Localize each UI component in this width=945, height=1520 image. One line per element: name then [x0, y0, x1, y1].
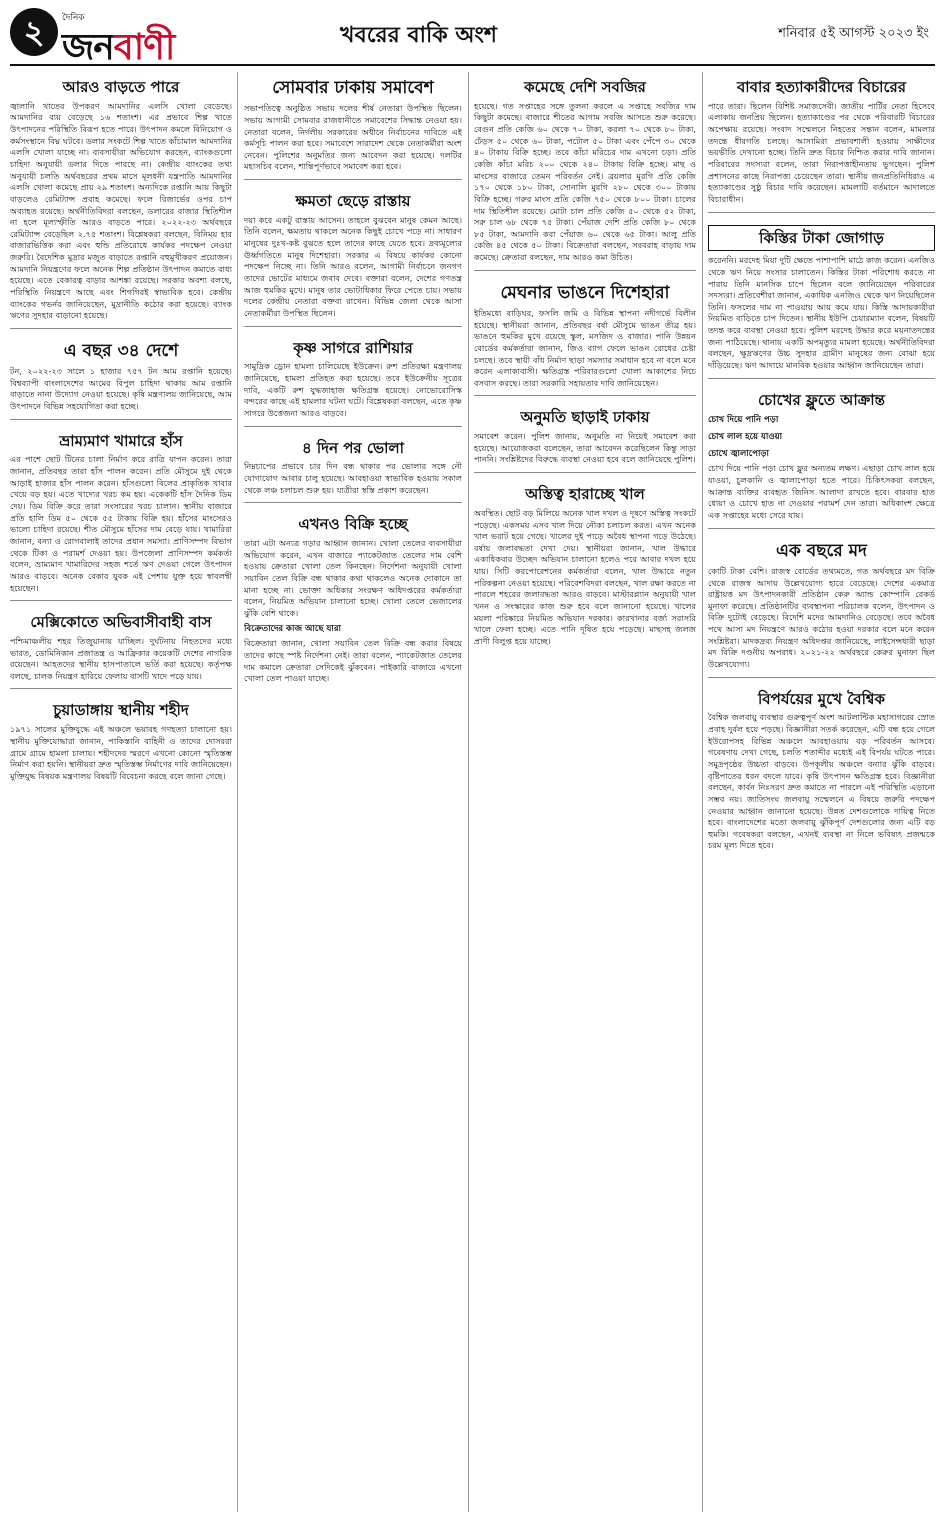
article-canal [474, 479, 696, 653]
article-one-year-liquor [708, 535, 935, 678]
logo-part-1: জন [62, 27, 114, 68]
column-2 [244, 72, 462, 1512]
subheading: চোখ লাল হয়ে যাওয়া [708, 432, 783, 443]
article-vegetables [474, 72, 696, 271]
column-3 [474, 72, 696, 1512]
newspaper-logo [62, 20, 174, 80]
headline: চোখের ফ্লুতে আক্রান্ত [758, 390, 885, 409]
headline: চুয়াডাঙ্গায় স্থানীয় শহীদ [53, 701, 189, 720]
article-body: চোখ দিয়ে পানি পড়া চোখ ফ্লুর অন্যতম লক্ষণ। এছাড়া চোখ লাল হয়ে যাওয়া, চুলকানি ও জ্বালাপোড়া হতে পারে। চিকিৎসকরা বলছেন, আক্রান্ত ব্যক্তির ব্যবহৃত জিনিস আলাদা রাখতে হবে। বারবার হাত ধোয়া ও চোখে হাত না দেওয়ার পরামর্শ দেন তারা। অধিকাংশ ক্ষেত্রে এক সপ্তাহের মধ্যে সেরে যায়। [708, 463, 935, 520]
article-eye-flu [708, 385, 935, 529]
article-body: পশ্চিমাঞ্চলীয় শহর তিজুয়ানায় যাচ্ছিল। দুর্ঘটনায় নিহতদের মধ্যে ভারত, ডোমিনিকান প্রজাতন্ত্র ও আফ্রিকার কয়েকটি দেশের নাগরিক রয়েছেন। আহতদের স্থানীয় হাসপাতালে ভর্তি করা হয়েছে। কর্তৃপক্ষ বলছে, চালক নিয়ন্ত্রণ হারিয়ে ফেলায় বাসটি খাদে পড়ে যায়। [10, 635, 232, 681]
page-number: ২ [10, 8, 58, 56]
article-body: সামুদ্রিক ড্রোন হামলা চালিয়েছে ইউক্রেন। রুশ প্রতিরক্ষা মন্ত্রণালয় জানিয়েছে, হামলা প্রতিহত করা হয়েছে। তবে ইউক্রেনীয় সূত্রের দাবি, একটি রুশ যুদ্ধজাহাজ ক্ষতিগ্রস্ত হয়েছে। নোভোরোসিস্ক বন্দরের কাছে এই হামলার ঘটনা ঘটে। বিশ্লেষকরা বলছেন, এতে কৃষ্ণ সাগরে উত্তেজনা আরও বাড়বে। [244, 361, 462, 418]
subheading: চোখ দিয়ে পানি পড়া [708, 415, 779, 426]
article-body: ১৯৭১ সালের মুক্তিযুদ্ধে এই অঞ্চলে ভয়াবহ গণহত্যা চালানো হয়। স্থানীয় মুক্তিযোদ্ধারা জানান, পাকিস্তানি বাহিনী ও তাদের দোসররা গ্রামে গ্রামে হামলা চালায়। শহীদদের স্মরণে এখনো কোনো স্মৃতিস্তম্ভ নির্মাণ করা হয়নি। স্থানীয়রা দ্রুত স্মৃতিস্তম্ভ নির্মাণের দাবি জানিয়েছেন। মুক্তিযুদ্ধ বিষয়ক মন্ত্রণালয় বিষয়টি বিবেচনা করছে বলে জানা গেছে। [10, 724, 232, 781]
article-father-killers [708, 72, 935, 213]
article-mexico-bus [10, 607, 232, 689]
daily-label: দৈনিক [62, 13, 85, 23]
article-body: তারা এটা অন্যত্র গড়ার আহ্বান জানান। খোলা তেলের ব্যবসায়ীরা অভিযোগ করেন, এখন বাজারে প্যাকেটজাত তেলের দাম বেশি হওয়ায় ক্রেতারা খোলা তেল কিনছেন। নির্দেশনা অনুযায়ী খোলা সয়াবিন তেল বিক্রি বন্ধ থাকার কথা থাকলেও অনেক দোকানে তা মানা হচ্ছে না। ভোক্তা অধিকার সংরক্ষণ অধিদপ্তরের কর্মকর্তারা বলেন, নিয়মিত অভিযান চালানো হচ্ছে। খোলা তেলে ভেজালের ঝুঁকি বেশি থাকে। [244, 537, 462, 618]
article-body: দয়া করে একটু রাস্তায় আসেন। তাহলে বুঝবেন মানুষ কেমন আছে। তিনি বলেন, ক্ষমতায় থাকলে অনেক কিছুই চোখে পড়ে না। সাধারণ মানুষের দুঃখ-কষ্ট বুঝতে হলে তাদের কাছে যেতে হবে। দ্রব্যমূল্যের ঊর্ধ্বগতিতে মানুষ দিশেহারা। সরকার এ বিষয়ে কার্যকর কোনো পদক্ষেপ নিচ্ছে না। তিনি আরও বলেন, আগামী নির্বাচনে জনগণ তাদের ভোটের মাধ্যমে জবাব দেবে। বক্তারা বলেন, দেশের গণতন্ত্র আজ হুমকির মুখে। মানুষ তার ভোটাধিকার ফিরে পেতে চায়। সভায় দলের কেন্দ্রীয় নেতারা বক্তব্য রাখেন। বিভিন্ন জেলা থেকে আসা নেতাকর্মীরা উপস্থিত ছিলেন। [244, 214, 462, 318]
article-dhaka-permission [474, 402, 696, 473]
masthead [10, 6, 935, 66]
article-body: সমাবেশ করেন। পুলিশ জানায়, অনুমতি না নিয়েই সমাবেশ করা হয়েছে। আয়োজকরা বলেছেন, তারা আবেদন করেছিলেন কিন্তু সাড়া পাননি। সংশ্লিষ্টদের বিরুদ্ধে ব্যবস্থা নেওয়া হবে বলে জানিয়েছে পুলিশ। [474, 431, 696, 465]
headline: আরও বাড়তে পারে [62, 78, 180, 96]
headline: এখনও বিক্রি হচ্ছে [298, 515, 408, 534]
logo-part-2: বাণী [113, 27, 175, 68]
headline: এ বছর ৩৪ দেশে [63, 340, 179, 361]
article-body: করেননি। মরদেহ মিয়া দুটি ক্ষেতে পাশাপাশি মাঠে কাজ করেন। এনজিও থেকে ঋণ নিয়ে সংসার চালাতেন। কিস্তির টাকা পরিশোধ করতে না পারায় তিনি মানসিক চাপে ছিলেন বলে জানিয়েছেন পরিবারের সদস্যরা। প্রতিবেশীরা জানান, একাধিক এনজিও থেকে ঋণ নিয়েছিলেন তিনি। ফসলের দাম না পাওয়ায় আয় কমে যায়। কিস্তি আদায়কারীরা নিয়মিত বাড়িতে চাপ দিতেন। স্থানীয় ইউপি চেয়ারম্যান বলেন, বিষয়টি তদন্ত করে ব্যবস্থা নেওয়া হবে। পুলিশ মরদেহ উদ্ধার করে ময়নাতদন্তের জন্য পাঠিয়েছে। থানায় একটি অপমৃত্যুর মামলা হয়েছে। অর্থনীতিবিদরা বলছেন, ক্ষুদ্রঋণের উচ্চ সুদহার গ্রামীণ মানুষের জন্য বোঝা হয়ে দাঁড়িয়েছে। ঋণ আদায়ে মানবিক হওয়ার আহ্বান জানিয়েছেন তারা। [708, 255, 935, 371]
headline: অস্তিত্ব হারাচ্ছে খাল [525, 485, 645, 504]
article-black-sea [244, 333, 462, 427]
headline: ভ্রাম্যমাণ খামারে হাঁস [59, 431, 183, 450]
publication-date: শনিবার ৫ই আগস্ট ২০২৩ ইং [778, 26, 929, 41]
subheading: বিক্রেতাদের কাজ আছে যারা [244, 624, 341, 635]
headline: বিপর্যয়ের মুখে বৈশ্বিক [758, 689, 885, 708]
article-still-sold [244, 509, 462, 691]
article-body: অবস্থিত। ছোট বড় মিলিয়ে অনেক খাল দখল ও দূষণে অস্তিত্ব সংকটে পড়েছে। একসময় এসব খাল দিয়ে নৌকা চলাচল করত। এখন অনেক খাল ভরাট হয়ে গেছে। খালের দুই পাড়ে অবৈধ স্থাপনা গড়ে উঠেছে। বর্ষায় জলাবদ্ধতা দেখা দেয়। স্থানীয়রা জানান, খাল উদ্ধারে একাধিকবার উচ্ছেদ অভিযান চালানো হলেও পরে আবার দখল হয়ে যায়। সিটি করপোরেশনের কর্মকর্তারা বলেন, খাল উদ্ধারে নতুন পরিকল্পনা নেওয়া হয়েছে। পরিবেশবিদরা বলছেন, খাল রক্ষা করতে না পারলে শহরের জলাবদ্ধতা আরও বাড়বে। মাস্টারপ্ল্যান অনুযায়ী খাল খনন ও সংস্কারের কাজ শুরু হবে বলে জানানো হয়েছে। খালের ময়লা পরিষ্কারে নিয়মিত অভিযান দরকার। কারখানার বর্জ্য সরাসরি খালে ফেলা হচ্ছে। এতে পানি দূষিত হয়ে পড়েছে। মাছসহ জলজ প্রাণী বিলুপ্ত হয়ে যাচ্ছে। [474, 507, 696, 646]
article-body: সভাপতিত্বে অনুষ্ঠিত সভায় দলের শীর্ষ নেতারা উপস্থিত ছিলেন। সভায় আগামী সোমবার রাজধানীতে সমাবেশের সিদ্ধান্ত নেওয়া হয়। নেতারা বলেন, নির্দলীয় সরকারের অধীনে নির্বাচনের দাবিতে এই কর্মসূচি পালন করা হবে। সমাবেশে সারাদেশ থেকে নেতাকর্মীরা অংশ নেবেন। পুলিশের অনুমতির জন্য আবেদন করা হয়েছে। দলটির মহাসচিব বলেন, শান্তিপূর্ণভাবে সমাবেশ করা হবে। [244, 103, 462, 172]
article-body: ইতিমধ্যে বাড়িঘর, ফসলি জমি ও বিভিন্ন স্থাপনা নদীগর্ভে বিলীন হয়েছে। স্থানীয়রা জানান, প্রতিবছর বর্ষা মৌসুমে ভাঙন তীব্র হয়। ভাঙনে হুমকির মুখে রয়েছে স্কুল, মসজিদ ও বাজার। পানি উন্নয়ন বোর্ডের কর্মকর্তারা জানান, জিও ব্যাগ ফেলে ভাঙন রোধের চেষ্টা চলছে। তবে স্থায়ী বাঁধ নির্মাণ ছাড়া সমস্যার সমাধান হবে না বলে মনে করেন এলাকাবাসী। ক্ষতিগ্রস্ত পরিবারগুলো খোলা আকাশের নিচে বসবাস করছে। তারা সরকারি সহায়তার দাবি জানিয়েছেন। [474, 307, 696, 388]
article-body: হয়েছে। গত সপ্তাহের সঙ্গে তুলনা করলে এ সপ্তাহে সবজির দাম কিছুটা কমেছে। বাজারে শীতের আগাম সবজি আসতে শুরু করেছে। বেগুন প্রতি কেজি ৬০ থেকে ৭০ টাকা, করলা ৭০ থেকে ৮০ টাকা, ঢেঁড়স ৫০ থেকে ৬০ টাকা, পটোল ৫০ টাকা এবং পেঁপে ৩০ থেকে ৪০ টাকায় বিক্রি হচ্ছে। তবে কাঁচা মরিচের দাম এখনো চড়া। প্রতি কেজি কাঁচা মরিচ ২০০ থেকে ২৪০ টাকায় বিক্রি হচ্ছে। মাছ ও মাংসের বাজারে তেমন পরিবর্তন নেই। ব্রয়লার মুরগি প্রতি কেজি ১৭০ থেকে ১৮০ টাকা, সোনালি মুরগি ২৮০ থেকে ৩০০ টাকায় বিক্রি হচ্ছে। গরুর মাংস প্রতি কেজি ৭৫০ থেকে ৮০০ টাকা। চালের দাম স্থিতিশীল রয়েছে। মোটা চাল প্রতি কেজি ৫০ থেকে ৫২ টাকা, সরু চাল ৬৮ থেকে ৭৫ টাকা। পেঁয়াজ দেশি প্রতি কেজি ৮০ থেকে ৮৫ টাকা, আমদানি করা পেঁয়াজ ৬০ থেকে ৬৫ টাকা। আলু প্রতি কেজি ৪৫ থেকে ৫০ টাকা। বিক্রেতারা বলছেন, সরবরাহ বাড়ায় দাম কমেছে। ক্রেতারা বলছেন, দাম আরও কমা উচিত। [474, 100, 696, 263]
article-installments [708, 219, 935, 379]
column-rule [702, 72, 703, 1512]
article-body: বৈশ্বিক জলবায়ু ব্যবস্থার গুরুত্বপূর্ণ অংশ আটলান্টিক মহাসাগরের স্রোত প্রবাহ দুর্বল হয়ে পড়ছে। বিজ্ঞানীরা সতর্ক করেছেন, এটি বন্ধ হয়ে গেলে ইউরোপসহ বিভিন্ন অঞ্চলে আবহাওয়ায় বড় পরিবর্তন আসবে। গবেষণায় দেখা গেছে, চলতি শতাব্দীর মধ্যেই এই বিপর্যয় ঘটতে পারে। সমুদ্রপৃষ্ঠের উচ্চতা বাড়বে। উপকূলীয় অঞ্চলে বন্যার ঝুঁকি বাড়বে। বৃষ্টিপাতের ধরন বদলে যাবে। কৃষি উৎপাদন ক্ষতিগ্রস্ত হবে। বিজ্ঞানীরা বলছেন, কার্বন নিঃসরণ দ্রুত কমাতে না পারলে এই পরিস্থিতি এড়ানো সম্ভব নয়। জাতিসংঘ জলবায়ু সম্মেলনে এ বিষয়ে জরুরি পদক্ষেপ নেওয়ার আহ্বান জানানো হয়েছে। উন্নত দেশগুলোকে দায়িত্ব নিতে হবে। বাংলাদেশের মতো জলবায়ু ঝুঁকিপূর্ণ দেশগুলোর জন্য এটি বড় হুমকি। গবেষকরা বলছেন, এখনই ব্যবস্থা না নিলে ভবিষ্যৎ প্রজন্মকে চরম মূল্য দিতে হবে। [708, 712, 935, 851]
headline: এক বছরে মদ [776, 540, 867, 561]
section-title: খবরের বাকি অংশ [340, 22, 497, 48]
headline: ৪ দিন পর ভোলা [301, 438, 405, 457]
headline: মেঘনার ভাঙনে দিশেহারা [500, 282, 670, 303]
article-body: এর পাশে ছোট টিনের চালা নির্মাণ করে রাত্রি যাপন করেন। তারা জানান, প্রতিবছর তারা হাঁস পালন করেন। প্রতি মৌসুমে দুই থেকে আড়াই হাজার হাঁস পালন করেন। হাঁসগুলো বিলের প্রাকৃতিক খাবার খেয়ে বড় হয়। এতে খাদ্যের খরচ কম হয়। একেকটি হাঁস দৈনিক ডিম দেয়। ডিম বিক্রি করে তারা সংসারের খরচ চালান। স্থানীয় বাজারে প্রতি হালি ডিম ৫০ থেকে ৫৫ টাকায় বিক্রি হয়। হাঁসের মাংসেরও ভালো চাহিদা রয়েছে। শীত মৌসুমে হাঁসের দাম বেড়ে যায়। খামারিরা জানান, বন্যা ও রোগবালাই তাদের প্রধান সমস্যা। প্রাণিসম্পদ বিভাগ থেকে টিকা ও পরামর্শ দেওয়া হয়। উপজেলা প্রাণিসম্পদ কর্মকর্তা বলেন, ভ্রাম্যমাণ খামারিদের সহজ শর্তে ঋণ দেওয়া গেলে উৎপাদন আরও বাড়বে। অনেক বেকার যুবক এই পেশায় যুক্ত হয়ে স্বাবলম্বী হয়েছেন। [10, 454, 232, 593]
article-body: টন, ২০২২-২৩ সালে ১ হাজার ৭৫৭ টন আম রপ্তানি হয়েছে। বিশ্বব্যাপী বাংলাদেশের আমের বিপুল চাহিদা থাকায় আম রপ্তানি বাড়াতে নানা উদ্যোগ নেওয়া হয়েছে। কৃষি মন্ত্রণালয় জানিয়েছে, আম উৎপাদনে বিভিন্ন সহযোগিতা করা হচ্ছে। [10, 366, 232, 412]
article-global-crisis [708, 684, 935, 858]
headline: বাবার হত্যাকারীদের বিচারের [736, 78, 907, 96]
article-leave-power [244, 186, 462, 327]
article-34-countries [10, 335, 232, 420]
column-rule [237, 72, 238, 1512]
headline: কৃষ্ণ সাগরে রাশিয়ার [293, 338, 413, 357]
article-body: পারে তারা। ছিলেন বিশিষ্ট সমাজসেবী। জাতীয় পার্টির নেতা হিসেবে এলাকায় জনপ্রিয় ছিলেন। হত্যাকাণ্ডের পর থেকে পরিবারটি বিচারের অপেক্ষায় রয়েছে। সংবাদ সম্মেলনে নিহতের সন্তান বলেন, মামলার তদন্তে ধীরগতি চলছে। আসামিরা প্রভাবশালী হওয়ায় সাক্ষীদের ভয়ভীতি দেখানো হচ্ছে। তিনি দ্রুত বিচার নিশ্চিত করার দাবি জানান। পরিবারের সদস্যরা বলেন, তারা নিরাপত্তাহীনতায় ভুগছেন। পুলিশ প্রশাসনের কাছে নিরাপত্তা চেয়েছেন তারা। স্থানীয় জনপ্রতিনিধিরাও এ হত্যাকাণ্ডের সুষ্ঠু বিচার দাবি করেছেন। মামলাটি বর্তমানে আদালতে বিচারাধীন। [708, 100, 935, 204]
headline: সোমবার ঢাকায় সমাবেশ [272, 78, 434, 98]
article-body: নিম্নচাপের প্রভাবে চার দিন বন্ধ থাকার পর ভোলার সঙ্গে নৌ যোগাযোগ আবার চালু হয়েছে। আবহাওয়া স্বাভাবিক হওয়ায় সকাল থেকে লঞ্চ চলাচল শুরু হয়। যাত্রীরা স্বস্তি প্রকাশ করেছেন। [244, 461, 462, 495]
headline: ক্ষমতা ছেড়ে রাস্তায় [295, 192, 411, 211]
column-rule [468, 72, 469, 1512]
article-duck-farm [10, 426, 232, 601]
headline: মেক্সিকোতে অভিবাসীবাহী বাস [30, 613, 212, 632]
headline: অনুমতি ছাড়াই ঢাকায় [520, 408, 650, 427]
article-bhola [244, 433, 462, 504]
column-4 [708, 72, 935, 1512]
subheading: চোখে জ্বালাপোড়া [708, 449, 769, 460]
article-body: জ্বালানি খাতের উপকরণ আমদানির এলসি খোলা বেড়েছে। আমদানির ব্যয় বেড়েছে ১৬ শতাংশ। এর প্রভাবে শিল্প খাতে উৎপাদনের পরিস্থিতি বিরূপ হতে পারে। উৎপাদন কমলে বিনিয়োগ ও কর্মসংস্থানে বিঘ্ন ঘটবে। ডলার সংকটে শিল্প খাতে কাঁচামাল আমদানির এলসি খোলা যাচ্ছে না। ব্যবসায়ীরা অভিযোগ করছেন, ব্যাংকগুলো চাহিদা অনুযায়ী ডলার দিতে পারছে না। কেন্দ্রীয় ব্যাংকের তথ্য অনুযায়ী চলতি অর্থবছরের প্রথম মাসে মূলধনী যন্ত্রপাতি আমদানির এলসি খোলা কমেছে প্রায় ২৯ শতাংশ। অন্যদিকে রপ্তানি আয় কিছুটা বাড়লেও রেমিট্যান্স প্রবাহ কমেছে। ফলে রিজার্ভের ওপর চাপ অব্যাহত রয়েছে। অর্থনীতিবিদরা বলছেন, ডলারের বাজার স্থিতিশীল না হলে মূল্যস্ফীতি আরও বাড়তে পারে। ২০২২-২৩ অর্থবছরে রেমিট্যান্স বেড়েছিল ২.৭৫ শতাংশ। বিশ্লেষকরা বলছেন, বিনিময় হার বাজারভিত্তিক করা এবং হুন্ডি প্রতিরোধে কার্যকর পদক্ষেপ নেওয়া জরুরি। বৈদেশিক মুদ্রার মজুত বাড়াতে রপ্তানি বহুমুখীকরণ প্রয়োজন। আমদানি নিয়ন্ত্রণের ফলে অনেক শিল্প প্রতিষ্ঠান উৎপাদন কমাতে বাধ্য হয়েছে। এতে বেকারত্ব বাড়ার আশঙ্কা রয়েছে। সরকার অবশ্য বলছে, পরিস্থিতি নিয়ন্ত্রণে আছে এবং শিগগিরই স্বাভাবিক হবে। কেন্দ্রীয় ব্যাংকের গভর্নর জানিয়েছেন, মুদ্রানীতি কঠোর করা হয়েছে। ব্যাংক ঋণের সুদহার বাড়ানো হয়েছে। [10, 100, 232, 321]
article-body: কোটি টাকা বেশি। রাজস্ব বোর্ডের তথ্যমতে, গত অর্থবছরে মদ বিক্রি থেকে রাজস্ব আদায় উল্লেখযোগ্য হারে বেড়েছে। দেশের একমাত্র রাষ্ট্রায়ত্ত মদ উৎপাদনকারী প্রতিষ্ঠান কেরু অ্যান্ড কোম্পানি রেকর্ড মুনাফা করেছে। প্রতিষ্ঠানটির ব্যবস্থাপনা পরিচালক বলেন, উৎপাদন ও বিক্রি দুটোই বেড়েছে। বিদেশি মদের আমদানিও বেড়েছে। তবে অবৈধ পথে আসা মদ নিয়ন্ত্রণে আরও কঠোর হওয়া দরকার বলে মনে করেন সংশ্লিষ্টরা। মাদকদ্রব্য নিয়ন্ত্রণ অধিদপ্তর জানিয়েছে, লাইসেন্সধারী ছাড়া মদ বিক্রি দণ্ডনীয় অপরাধ। ২০২১-২২ অর্থবছরে কেরুর মুনাফা ছিল উল্লেখযোগ্য। [708, 565, 935, 669]
headline: কমেছে দেশি সবজির [524, 78, 646, 96]
article-more-rising [10, 72, 232, 329]
article-monday-rally [244, 72, 462, 180]
article-body: বিক্রেতারা জানান, খোলা সয়াবিন তেল বিক্রি বন্ধ করার বিষয়ে তাদের কাছে স্পষ্ট নির্দেশনা নেই। তারা বলেন, প্যাকেটজাত তেলের দাম কমালে ক্রেতারা সেদিকেই ঝুঁকবেন। পাইকারি বাজারে এখনো খোলা তেল পাওয়া যাচ্ছে। [244, 638, 462, 684]
column-1 [10, 72, 232, 1512]
headline: কিস্তির টাকা জোগাড় [708, 225, 935, 252]
article-chuadanga [10, 695, 232, 788]
article-meghna-erosion [474, 277, 696, 397]
